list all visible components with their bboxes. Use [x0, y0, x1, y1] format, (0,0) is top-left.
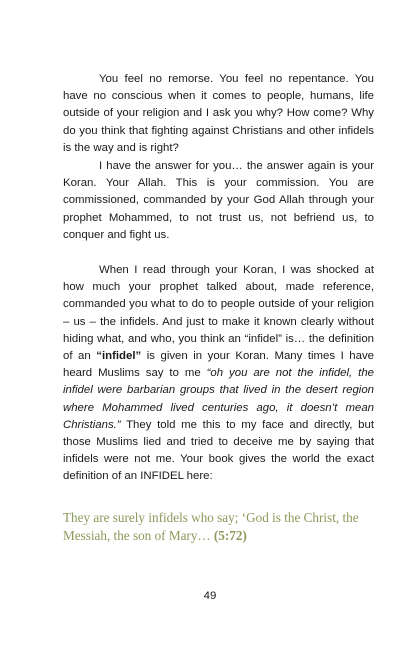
- paragraph-1-text: You feel no remorse. You feel no repentance. You have no conscious when it comes to people, humans, life outside of your religion and I ask you why? How come? Why do you think that fighting against Christians and other infidels is the way and is right?: [63, 73, 374, 154]
- scripture-reference: (5:72): [213, 528, 247, 544]
- paragraph-3-part-1: When I read through your Koran, I was shocked at how much your prophet talked about, made reference, commanded you what to do to people outside of your religion – us – the infidels. And just to make it known clearly without hiding what, and who, you think an “infidel” is… the definition of an: [63, 264, 374, 363]
- italic-quotation: “oh you are not the infidel, the infidel were barbarian groups that lived in the desert region where Mohammed lived centuries ago, it doesn’t mean Christians.”: [63, 367, 374, 431]
- page-number: 49: [203, 590, 217, 602]
- paragraph-3-part-3: They told me this to my face and directly, but those Muslims lied and tried to deceive me by saying that infidels were not me. Your book gives the world the exact definition of an INFIDEL here:: [63, 418, 374, 483]
- paragraph-3: [63, 262, 374, 486]
- paragraph-3-part-2: is given in your Koran. Many times I have heard Muslims say to me: [63, 350, 374, 380]
- paragraph-2: [63, 158, 374, 244]
- scripture-quote-text: They are surely infidels who say; ‘God is the Christ, the Messiah, the son of Mary…: [63, 510, 359, 544]
- infidel-bold-term: “infidel”: [96, 350, 142, 363]
- paragraph-1: [63, 71, 374, 157]
- scripture-quote: [63, 509, 383, 546]
- paragraph-3-text: [63, 262, 374, 486]
- paragraph-2-text: I have the answer for you… the answer again is your Koran. Your Allah. This is your commission. You are commissioned, commanded by your God Allah through your prophet Mohammed, to not trust us, not befriend us, to conquer and fight us.: [63, 160, 374, 241]
